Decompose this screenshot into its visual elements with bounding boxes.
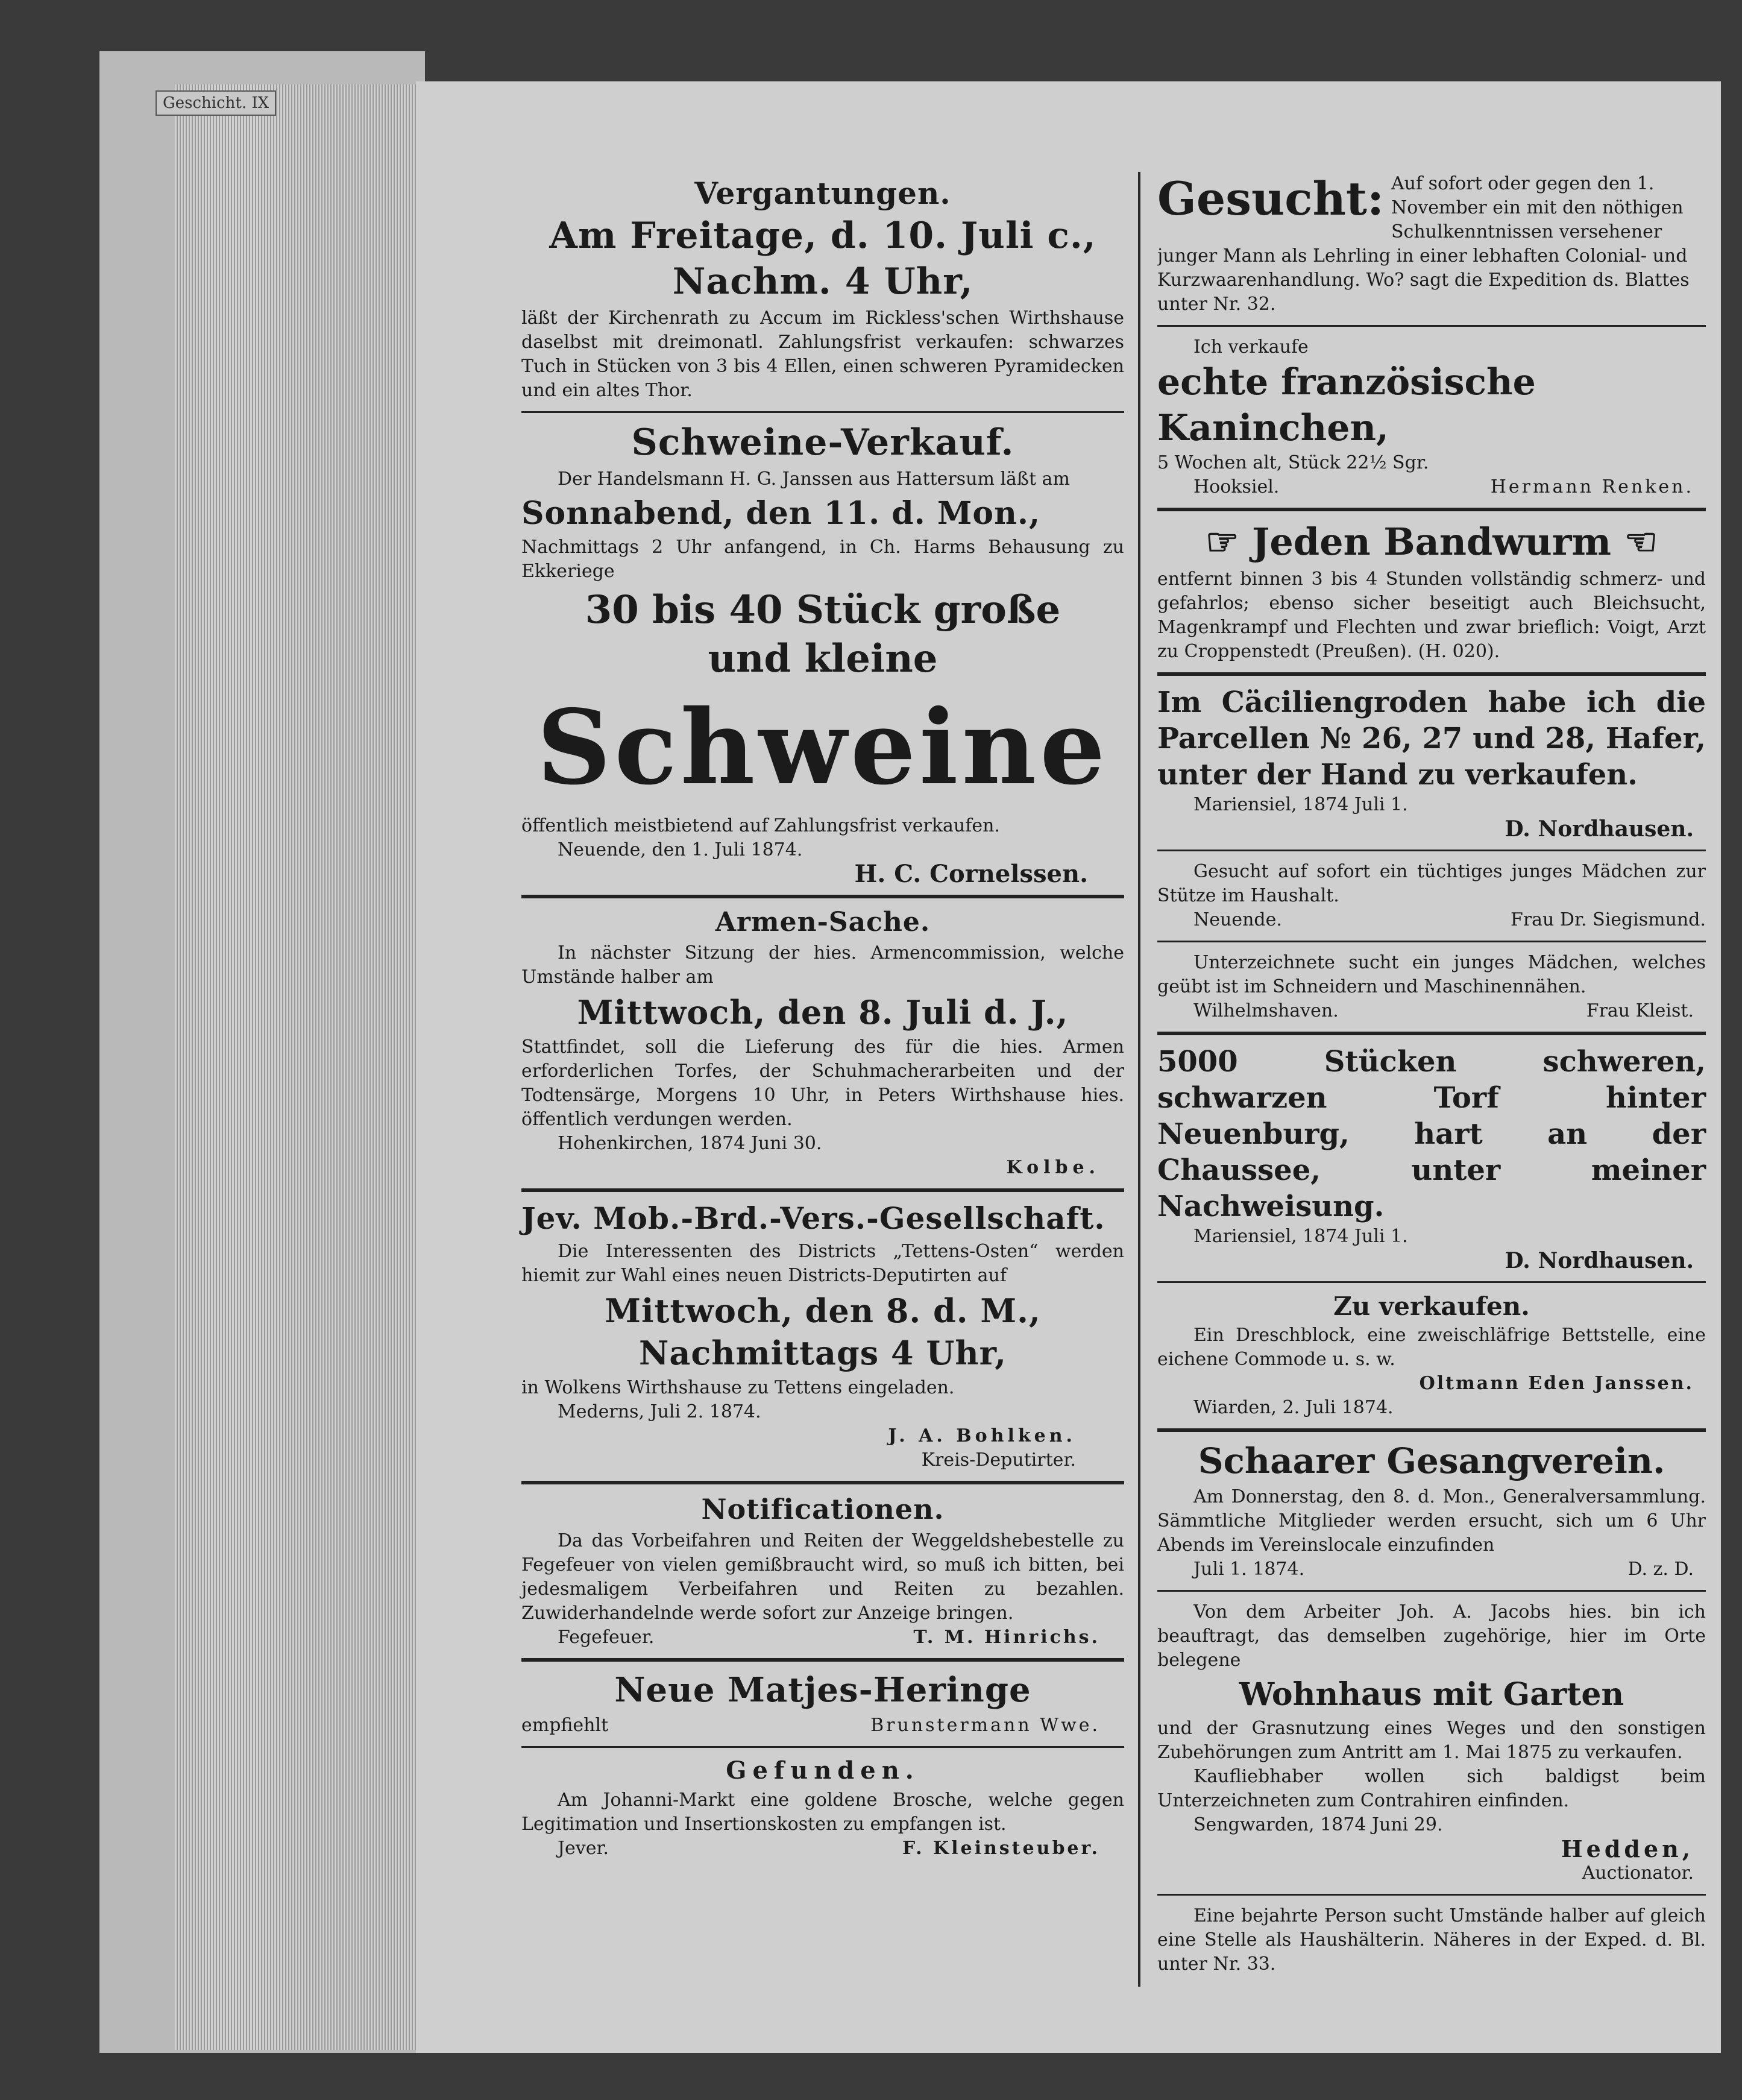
ad-schneiderin bbox=[1157, 951, 1706, 1023]
ad-signature bbox=[521, 1837, 1124, 1861]
ad-date: Mittwoch, den 8. Juli d. J., bbox=[577, 993, 1069, 1032]
ad-title: Jev. Mob.-Brd.-Vers.-Gesellschaft. bbox=[521, 1200, 1105, 1236]
ad-place: Hooksiel. bbox=[1193, 476, 1280, 497]
ad-signer: D. z. D. bbox=[1627, 1559, 1694, 1580]
ad-body: Von dem Arbeiter Joh. A. Jacobs hies. bin ich beauftragt, das demselben zugehörige, hier im Orte belegene bbox=[1157, 1601, 1706, 1671]
ad-signer: Brunstermann Wwe. bbox=[870, 1715, 1100, 1736]
ad-body: Kaufliebhaber wollen sich baldigst beim Unterzeichneten zum Contrahiren einfinden. bbox=[1157, 1766, 1706, 1811]
ad-body: Ein Dreschblock, eine zweischläfrige Bettstelle, eine eichene Commode u. s. w. bbox=[1157, 1325, 1706, 1370]
ad-body: Da das Vorbeifahren und Reiten der Weggeldshebestelle zu Fegefeuer von vielen gemißbraucht wird, so muß ich bitten, bei jedesmaligem Verbeifahren und Reiten zu bezahlen. Zuwiderhandelnde werde sofort zur Anzeige bringen. bbox=[521, 1530, 1124, 1624]
ad-title: Gefunden. bbox=[726, 1756, 920, 1785]
rule bbox=[1157, 1281, 1706, 1283]
ad-signer: F. Kleinsteuber. bbox=[902, 1838, 1100, 1859]
ad-gefunden bbox=[521, 1756, 1124, 1861]
ad-signature bbox=[521, 1714, 1124, 1738]
ad-body: Der Handelsmann H. G. Janssen aus Hattersum läßt am bbox=[558, 468, 1070, 490]
ad-body: Auf sofort oder gegen den 1. November ein mit den nöthigen Schulkenntnissen versehener junger Mann als Lehrling in einer lebhaften Colonial- und Kurzwaarenhandlung. Wo? sagt die Expedition ds. Blattes unter Nr. 32. bbox=[1157, 173, 1690, 315]
ad-signature bbox=[1157, 475, 1706, 499]
ad-gesucht-maedchen bbox=[1157, 860, 1706, 932]
ad-body: entfernt binnen 3 bis 4 Stunden vollständig schmerz- und gefahrlos; ebenso sicher beseitigt auch Bleichsucht, Magenkrampf und Flechten und zwar brieflich: Voigt, Arzt zu Croppenstedt (Preußen). (H. 020). bbox=[1157, 569, 1706, 662]
ad-body: Unterzeichnete sucht ein junges Mädchen, welches geübt ist im Schneidern und Maschinennähen. bbox=[1157, 952, 1706, 997]
rule bbox=[1157, 1428, 1706, 1432]
ad-signer: H. C. Cornelssen. bbox=[854, 860, 1088, 888]
ad-signature bbox=[1157, 999, 1706, 1023]
ad-title: Gesucht: bbox=[1157, 172, 1384, 225]
ad-gesucht-lehrling bbox=[1157, 172, 1706, 317]
ad-place: Wiarden, 2. Juli 1874. bbox=[1193, 1397, 1394, 1418]
ad-highlight: und kleine bbox=[708, 636, 938, 681]
ad-highlight: 30 bis 40 Stück große bbox=[585, 587, 1061, 632]
ad-kaninchen bbox=[1157, 335, 1706, 499]
rule bbox=[1157, 672, 1706, 676]
ad-signer-role: Auctionator. bbox=[1582, 1862, 1694, 1884]
ad-date: Am Freitage, d. 10. Juli c., bbox=[549, 215, 1096, 257]
ad-notificationen bbox=[521, 1493, 1124, 1650]
ad-text: empfiehlt bbox=[521, 1715, 609, 1736]
ad-place: Sengwarden, 1874 Juni 29. bbox=[1193, 1814, 1443, 1835]
ad-signer: D. Nordhausen. bbox=[1505, 816, 1694, 842]
rule bbox=[1157, 1032, 1706, 1035]
ad-place: Wilhelmshaven. bbox=[1193, 1000, 1339, 1021]
spine-label: Geschicht. IX bbox=[156, 90, 276, 116]
ad-body: in Wolkens Wirthshause zu Tettens eingeladen. bbox=[521, 1377, 955, 1398]
ad-time: Nachm. 4 Uhr, bbox=[672, 260, 973, 303]
ad-title: Neue Matjes-Heringe bbox=[614, 1670, 1031, 1710]
newspaper-page bbox=[416, 81, 1721, 2053]
rule bbox=[521, 895, 1124, 898]
ad-signer: D. Nordhausen. bbox=[1505, 1248, 1694, 1273]
rule bbox=[521, 1746, 1124, 1748]
ad-place: Mederns, Juli 2. 1874. bbox=[558, 1401, 761, 1422]
ad-place: Mariensiel, 1874 Juli 1. bbox=[1193, 794, 1408, 815]
rule bbox=[1157, 850, 1706, 851]
ad-signer: J. A. Bohlken. bbox=[888, 1425, 1076, 1446]
ad-zu-verkaufen bbox=[1157, 1291, 1706, 1420]
ad-place: Fegefeuer. bbox=[558, 1627, 655, 1648]
rule bbox=[1157, 1590, 1706, 1592]
ad-body: Am Johanni-Markt eine goldene Brosche, welche gegen Legitimation und Insertionskosten zu empfangen ist. bbox=[521, 1789, 1124, 1835]
ad-place: Neuende, den 1. Juli 1874. bbox=[558, 839, 803, 860]
ad-signature bbox=[521, 1625, 1124, 1650]
ad-body: Am Donnerstag, den 8. d. Mon., Generalversammlung. Sämmtliche Mitglieder werden ersucht, sich um 6 Uhr Abends im Vereinslocale einzufinden bbox=[1157, 1486, 1706, 1556]
ad-place: Jever. bbox=[558, 1838, 609, 1859]
ad-body: läßt der Kirchenrath zu Accum im Rickless'schen Wirthshause daselbst mit dreimonatl. Zahlungsfrist verkaufen: schwarzes Tuch in Stücken von 3 bis 4 Ellen, einen schweren Pyramidecken und ein altes Thor. bbox=[521, 307, 1124, 401]
ad-place: Hohenkirchen, 1874 Juni 30. bbox=[558, 1133, 822, 1154]
rule bbox=[1157, 941, 1706, 942]
ad-torf bbox=[1157, 1044, 1706, 1273]
ad-headline-huge: Schweine bbox=[536, 687, 1109, 808]
ad-place: Neuende. bbox=[1193, 909, 1282, 930]
rule bbox=[521, 1188, 1124, 1192]
ad-signer: Frau Dr. Siegismund. bbox=[1511, 909, 1706, 930]
ad-date: Sonnabend, den 11. d. Mon., bbox=[521, 495, 1041, 532]
ad-title: Schweine-Verkauf. bbox=[631, 421, 1014, 464]
ad-title: Notificationen. bbox=[701, 1493, 945, 1525]
ad-signature bbox=[1157, 908, 1706, 932]
ad-haushaelterin bbox=[1157, 1904, 1706, 1976]
ad-title: Wohnhaus mit Garten bbox=[1239, 1676, 1624, 1713]
ad-title: Schaarer Gesangverein. bbox=[1198, 1440, 1665, 1481]
ad-body: Nachmittags 2 Uhr anfangend, in Ch. Harms Behausung zu Ekkeriege bbox=[521, 537, 1124, 582]
ad-signer: Oltmann Eden Janssen. bbox=[1419, 1373, 1694, 1394]
ad-date: Mittwoch, den 8. d. M., bbox=[605, 1291, 1041, 1330]
ad-parcellen bbox=[1157, 684, 1706, 841]
ad-signer: Kolbe. bbox=[1006, 1157, 1100, 1178]
ad-intro: Ich verkaufe bbox=[1193, 336, 1309, 358]
rule bbox=[521, 411, 1124, 413]
ad-mob-brd-vers bbox=[521, 1200, 1124, 1472]
ad-matjes-heringe bbox=[521, 1670, 1124, 1738]
rule bbox=[521, 1481, 1124, 1484]
ad-signer: Hedden, bbox=[1561, 1835, 1694, 1862]
ad-body: In nächster Sitzung der hies. Armencommission, welche Umstände halber am bbox=[521, 942, 1124, 988]
ad-signer: T. M. Hinrichs. bbox=[913, 1627, 1100, 1648]
ad-gesangverein bbox=[1157, 1440, 1706, 1581]
hand-pointer-icon: ☞ bbox=[1205, 520, 1253, 564]
ad-signer-role: Kreis-Deputirter. bbox=[921, 1449, 1076, 1471]
rule bbox=[1157, 325, 1706, 327]
ad-title: Armen-Sache. bbox=[715, 907, 931, 938]
ad-body: und der Grasnutzung eines Weges und den sonstigen Zubehörungen zum Antritt am 1. Mai 1875 zu verkaufen. bbox=[1157, 1718, 1706, 1763]
rule bbox=[1157, 1894, 1706, 1896]
ad-title: Zu verkaufen. bbox=[1333, 1291, 1530, 1321]
ad-time: Nachmittags 4 Uhr, bbox=[638, 1334, 1007, 1372]
column-divider bbox=[1138, 172, 1140, 1987]
ad-signature bbox=[1157, 1557, 1706, 1581]
ad-body: Stattfindet, soll die Lieferung des für die hies. Armen erforderlichen Torfes, der Schuhmacherarbeiten und der Todtensärge, Morgens 10 Uhr, in Peters Wirthshause hies. öffentlich verdungen werden. bbox=[521, 1036, 1124, 1130]
hand-pointer-icon: ☜ bbox=[1611, 520, 1658, 564]
ad-body: 5000 Stücken schweren, schwarzen Torf hinter Neuenburg, hart an der Chaussee, unter meiner Nachweisung. bbox=[1157, 1045, 1706, 1223]
right-column bbox=[1157, 172, 1706, 1976]
rule bbox=[521, 1658, 1124, 1662]
ad-place: Juli 1. 1874. bbox=[1193, 1559, 1305, 1580]
ad-title: echte französische Kaninchen, bbox=[1157, 361, 1536, 449]
ad-wohnhaus bbox=[1157, 1600, 1706, 1885]
ad-armen-sache bbox=[521, 907, 1124, 1180]
ad-schweine-verkauf bbox=[521, 421, 1124, 886]
ad-place: Mariensiel, 1874 Juli 1. bbox=[1193, 1226, 1408, 1247]
rule bbox=[1157, 508, 1706, 511]
ad-body: Im Cäciliengroden habe ich die Parcellen № 26, 27 und 28, Hafer, unter der Hand zu verkaufen. bbox=[1157, 686, 1706, 792]
ad-body: Gesucht auf sofort ein tüchtiges junges Mädchen zur Stütze im Haushalt. bbox=[1157, 861, 1706, 906]
ad-vergantungen bbox=[521, 175, 1124, 403]
ad-body: Die Interessenten des Districts „Tettens-Osten“ werden hiemit zur Wahl eines neuen Districts-Deputirten auf bbox=[521, 1241, 1124, 1286]
page-edges bbox=[175, 84, 428, 2050]
ad-title: ☞ Jeden Bandwurm ☜ bbox=[1205, 520, 1658, 564]
ad-signer: Frau Kleist. bbox=[1586, 1000, 1694, 1021]
ad-body: 5 Wochen alt, Stück 22½ Sgr. bbox=[1157, 452, 1429, 473]
ad-signer: Hermann Renken. bbox=[1490, 476, 1694, 497]
ad-bandwurm bbox=[1157, 520, 1706, 664]
ad-title: Vergantungen. bbox=[694, 175, 951, 211]
ad-body: öffentlich meistbietend auf Zahlungsfrist verkaufen. bbox=[521, 815, 1000, 836]
left-column bbox=[521, 172, 1124, 1861]
ad-body: Eine bejahrte Person sucht Umstände halber auf gleich eine Stelle als Haushälterin. Näheres in der Exped. d. Bl. unter Nr. 33. bbox=[1157, 1905, 1706, 1975]
